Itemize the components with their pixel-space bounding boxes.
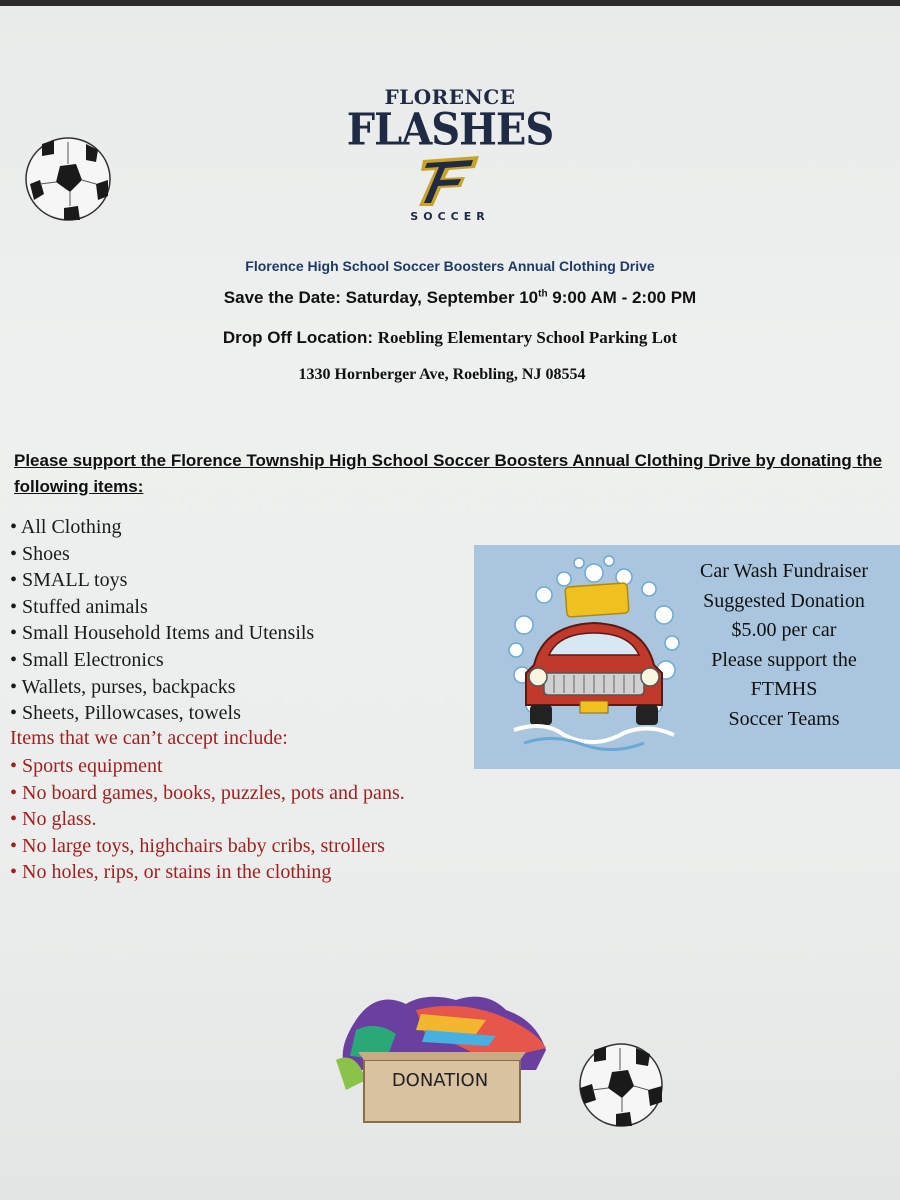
list-item: • Sports equipment [10, 753, 405, 780]
flashes-soccer-logo [340, 86, 560, 236]
car-wash-panel [474, 545, 900, 769]
list-item: • SMALL toys [10, 567, 314, 594]
list-item: • No glass. [10, 806, 405, 833]
top-edge [0, 0, 900, 6]
drop-off-address: 1330 Hornberger Ave, Roebling, NJ 08554 [298, 366, 586, 383]
car-wash-illustration-icon [504, 555, 684, 755]
event-date: Save the Date: Saturday, September 10th 9:00 AM - 2:00 PM [223, 288, 697, 307]
soccer-ball-icon [578, 1042, 664, 1128]
list-item: • Sheets, Pillowcases, towels [10, 700, 314, 727]
accepted-items-list [10, 514, 314, 727]
donation-box-illustration [336, 990, 556, 1134]
drop-off-location: Drop Off Location: Roebling Elementary School Parking Lot [222, 328, 678, 347]
list-item: • Shoes [10, 541, 314, 568]
donation-intro: Please support the Florence Township High School Soccer Boosters Annual Clothing Drive by donating the following items: [14, 451, 883, 496]
logo-f-emblem [415, 152, 485, 208]
soccer-ball-icon [24, 136, 112, 222]
list-item: • No holes, rips, or stains in the clothing [10, 859, 405, 886]
not-accepted-heading: Items that we can’t accept include: [10, 727, 288, 749]
car-wash-text: Car Wash Fundraiser Suggested Donation $5.00 per car Please support the FTMHS Soccer Teams [700, 560, 868, 730]
list-item: • Wallets, purses, backpacks [10, 674, 314, 701]
logo-top-text: FLORENCE [384, 85, 516, 109]
event-title: Florence High School Soccer Boosters Annual Clothing Drive [245, 258, 655, 274]
not-accepted-items-list [10, 753, 405, 886]
logo-sub-text: SOCCER [410, 210, 490, 223]
list-item: • No large toys, highchairs baby cribs, strollers [10, 833, 405, 860]
donation-box-icon [336, 990, 556, 1130]
logo-main-text: FLASHES [346, 103, 554, 156]
list-item: • All Clothing [10, 514, 314, 541]
list-item: • Small Household Items and Utensils [10, 620, 314, 647]
donation-box-label: DONATION [391, 1070, 489, 1091]
list-item: • Small Electronics [10, 647, 314, 674]
list-item: • No board games, books, puzzles, pots and pans. [10, 780, 405, 807]
list-item: • Stuffed animals [10, 594, 314, 621]
